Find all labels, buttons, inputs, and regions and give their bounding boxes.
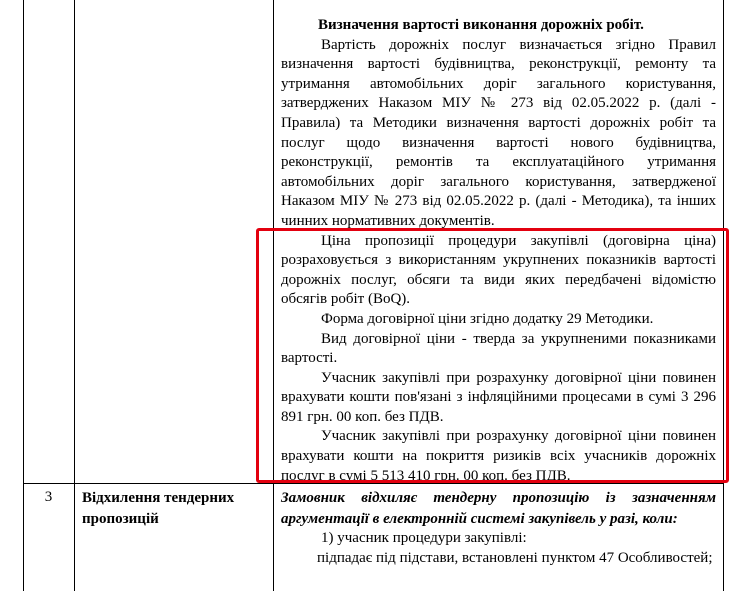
cost-rules-paragraph: Вартість дорожніх послуг визначається згідно Правил визначення вартості будівництва, реконструкції, ремонту та утримання автомобільних доріг загального користування, затверджених Наказом МІУ № 273 від 02.05.2022 р. (далі - Правила) та Методики визначення вартості дорожніх робіт та послуг щодо визначення вартості нового будівництва, реконструкції, ремонтів та експлуатаційного утримання автомобільних доріг загального користування, затвердженої Наказом МІУ № 273 від 02.05.2022 р. (далі - Методика), та інших чинних нормативних документів. xyxy=(281,36,716,229)
row-content xyxy=(281,488,716,568)
contract-price-paragraph: Ціна пропозиції процедури закупівлі (договірна ціна) розраховується з використанням укрупнених показників вартості дорожніх послуг, обсяги та види яких передбачені відомістю обсягів робіт (BoQ). xyxy=(281,232,716,308)
section-cost-content xyxy=(281,16,716,486)
table-border-label-column xyxy=(273,0,274,591)
table-border-number-column xyxy=(74,0,75,591)
section-title: Визначення вартості виконання дорожніх робіт. xyxy=(318,17,644,33)
risk-costs-paragraph: Учасник закупівлі при розрахунку договірної ціни повинен врахувати кошти на покриття ризиків всіх учасників дорожніх послуг в сумі 5 513 410 грн. 00 коп. без ПДВ. xyxy=(281,428,716,484)
row-label: Відхилення тендерних пропозицій xyxy=(82,490,235,527)
price-type-paragraph: Вид договірної ціни - тверда за укрупненими показниками вартості. xyxy=(281,330,716,367)
row-number: 3 xyxy=(44,489,53,505)
rejection-intro: Замовник відхиляє тендерну пропозицію із зазначенням аргументації в електронній системі закупівель у разі, коли: xyxy=(281,490,716,527)
table-border-right xyxy=(723,0,724,591)
inflation-costs-paragraph: Учасник закупівлі при розрахунку договірної ціни повинен врахувати кошти пов'язані з інфляційними процесами в сумі 3 296 891 грн. 00 коп. без ПДВ. xyxy=(281,369,716,425)
rejection-item-1: 1) учасник процедури закупівлі: xyxy=(321,530,527,547)
rejection-item-1-sub: підпадає під підстави, встановлені пунктом 47 Особливостей; xyxy=(317,549,713,566)
price-form-paragraph: Форма договірної ціни згідно додатку 29 Методики. xyxy=(321,310,654,327)
